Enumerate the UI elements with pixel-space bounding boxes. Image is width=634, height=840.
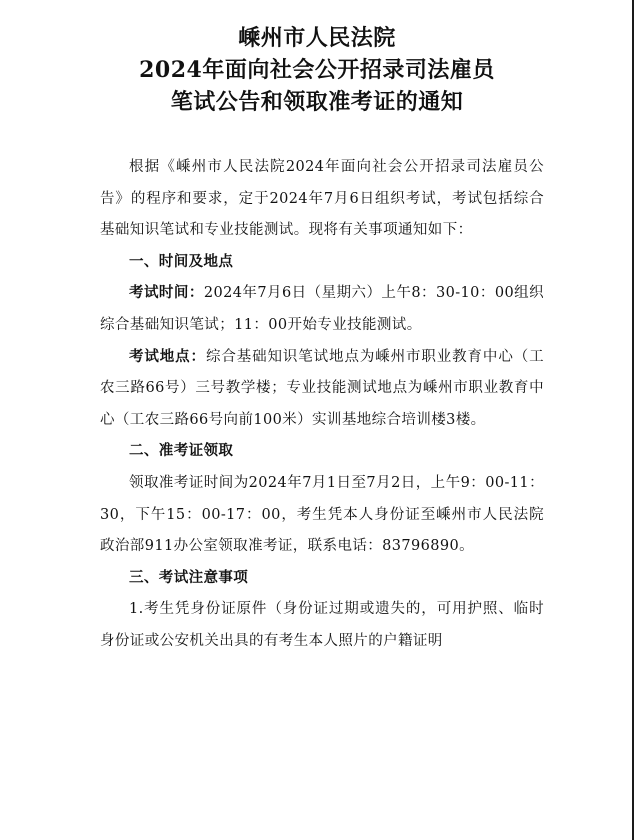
document-title	[0, 22, 634, 118]
exam-time-label: 考试时间：	[129, 285, 204, 302]
exam-time-text: 2024年7月6日（星期六）上午8：30-10：00组织综合基础知识笔试；11：00开始专业技能测试。	[100, 285, 545, 333]
admission-ticket-paragraph: 领取准考证时间为2024年7月1日至7月2日，上午9：00-11：30，下午15：00-17：00，考生凭本人身份证至嵊州市人民法院政治部911办公室领取准考证，联系电话：83796890。	[100, 474, 544, 555]
section-heading-time-place: 一、时间及地点	[129, 253, 234, 270]
exam-place-label: 考试地点：	[129, 348, 206, 365]
title-line-3: 笔试公告和领取准考证的通知	[170, 89, 464, 115]
section-heading-exam-notes: 三、考试注意事项	[129, 569, 249, 586]
exam-place-text: 综合基础知识笔试地点为嵊州市职业教育中心（工农三路66号）三号教学楼；专业技能测试地点为嵊州市职业教育中心（工农三路66号向前100米）实训基地综合培训楼3楼。	[100, 348, 544, 428]
exam-place-paragraph	[100, 342, 544, 437]
intro-paragraph: 根据《嵊州市人民法院2024年面向社会公开招录司法雇员公告》的程序和要求，定于2024年7月6日组织考试，考试包括综合基础知识笔试和专业技能测试。现将有关事项通知如下：	[100, 159, 544, 239]
document-body	[100, 152, 544, 658]
exam-note-item-1: 1.考生凭身份证原件（身份证过期或遗失的，可用护照、临时身份证或公安机关出具的有考生本人照片的户籍证明	[100, 601, 544, 649]
title-line-2: 2024年面向社会公开招录司法雇员	[139, 57, 495, 83]
section-heading-admission-ticket: 二、准考证领取	[129, 443, 234, 460]
title-line-1: 嵊州市人民法院	[238, 25, 396, 51]
exam-time-paragraph	[100, 278, 544, 341]
